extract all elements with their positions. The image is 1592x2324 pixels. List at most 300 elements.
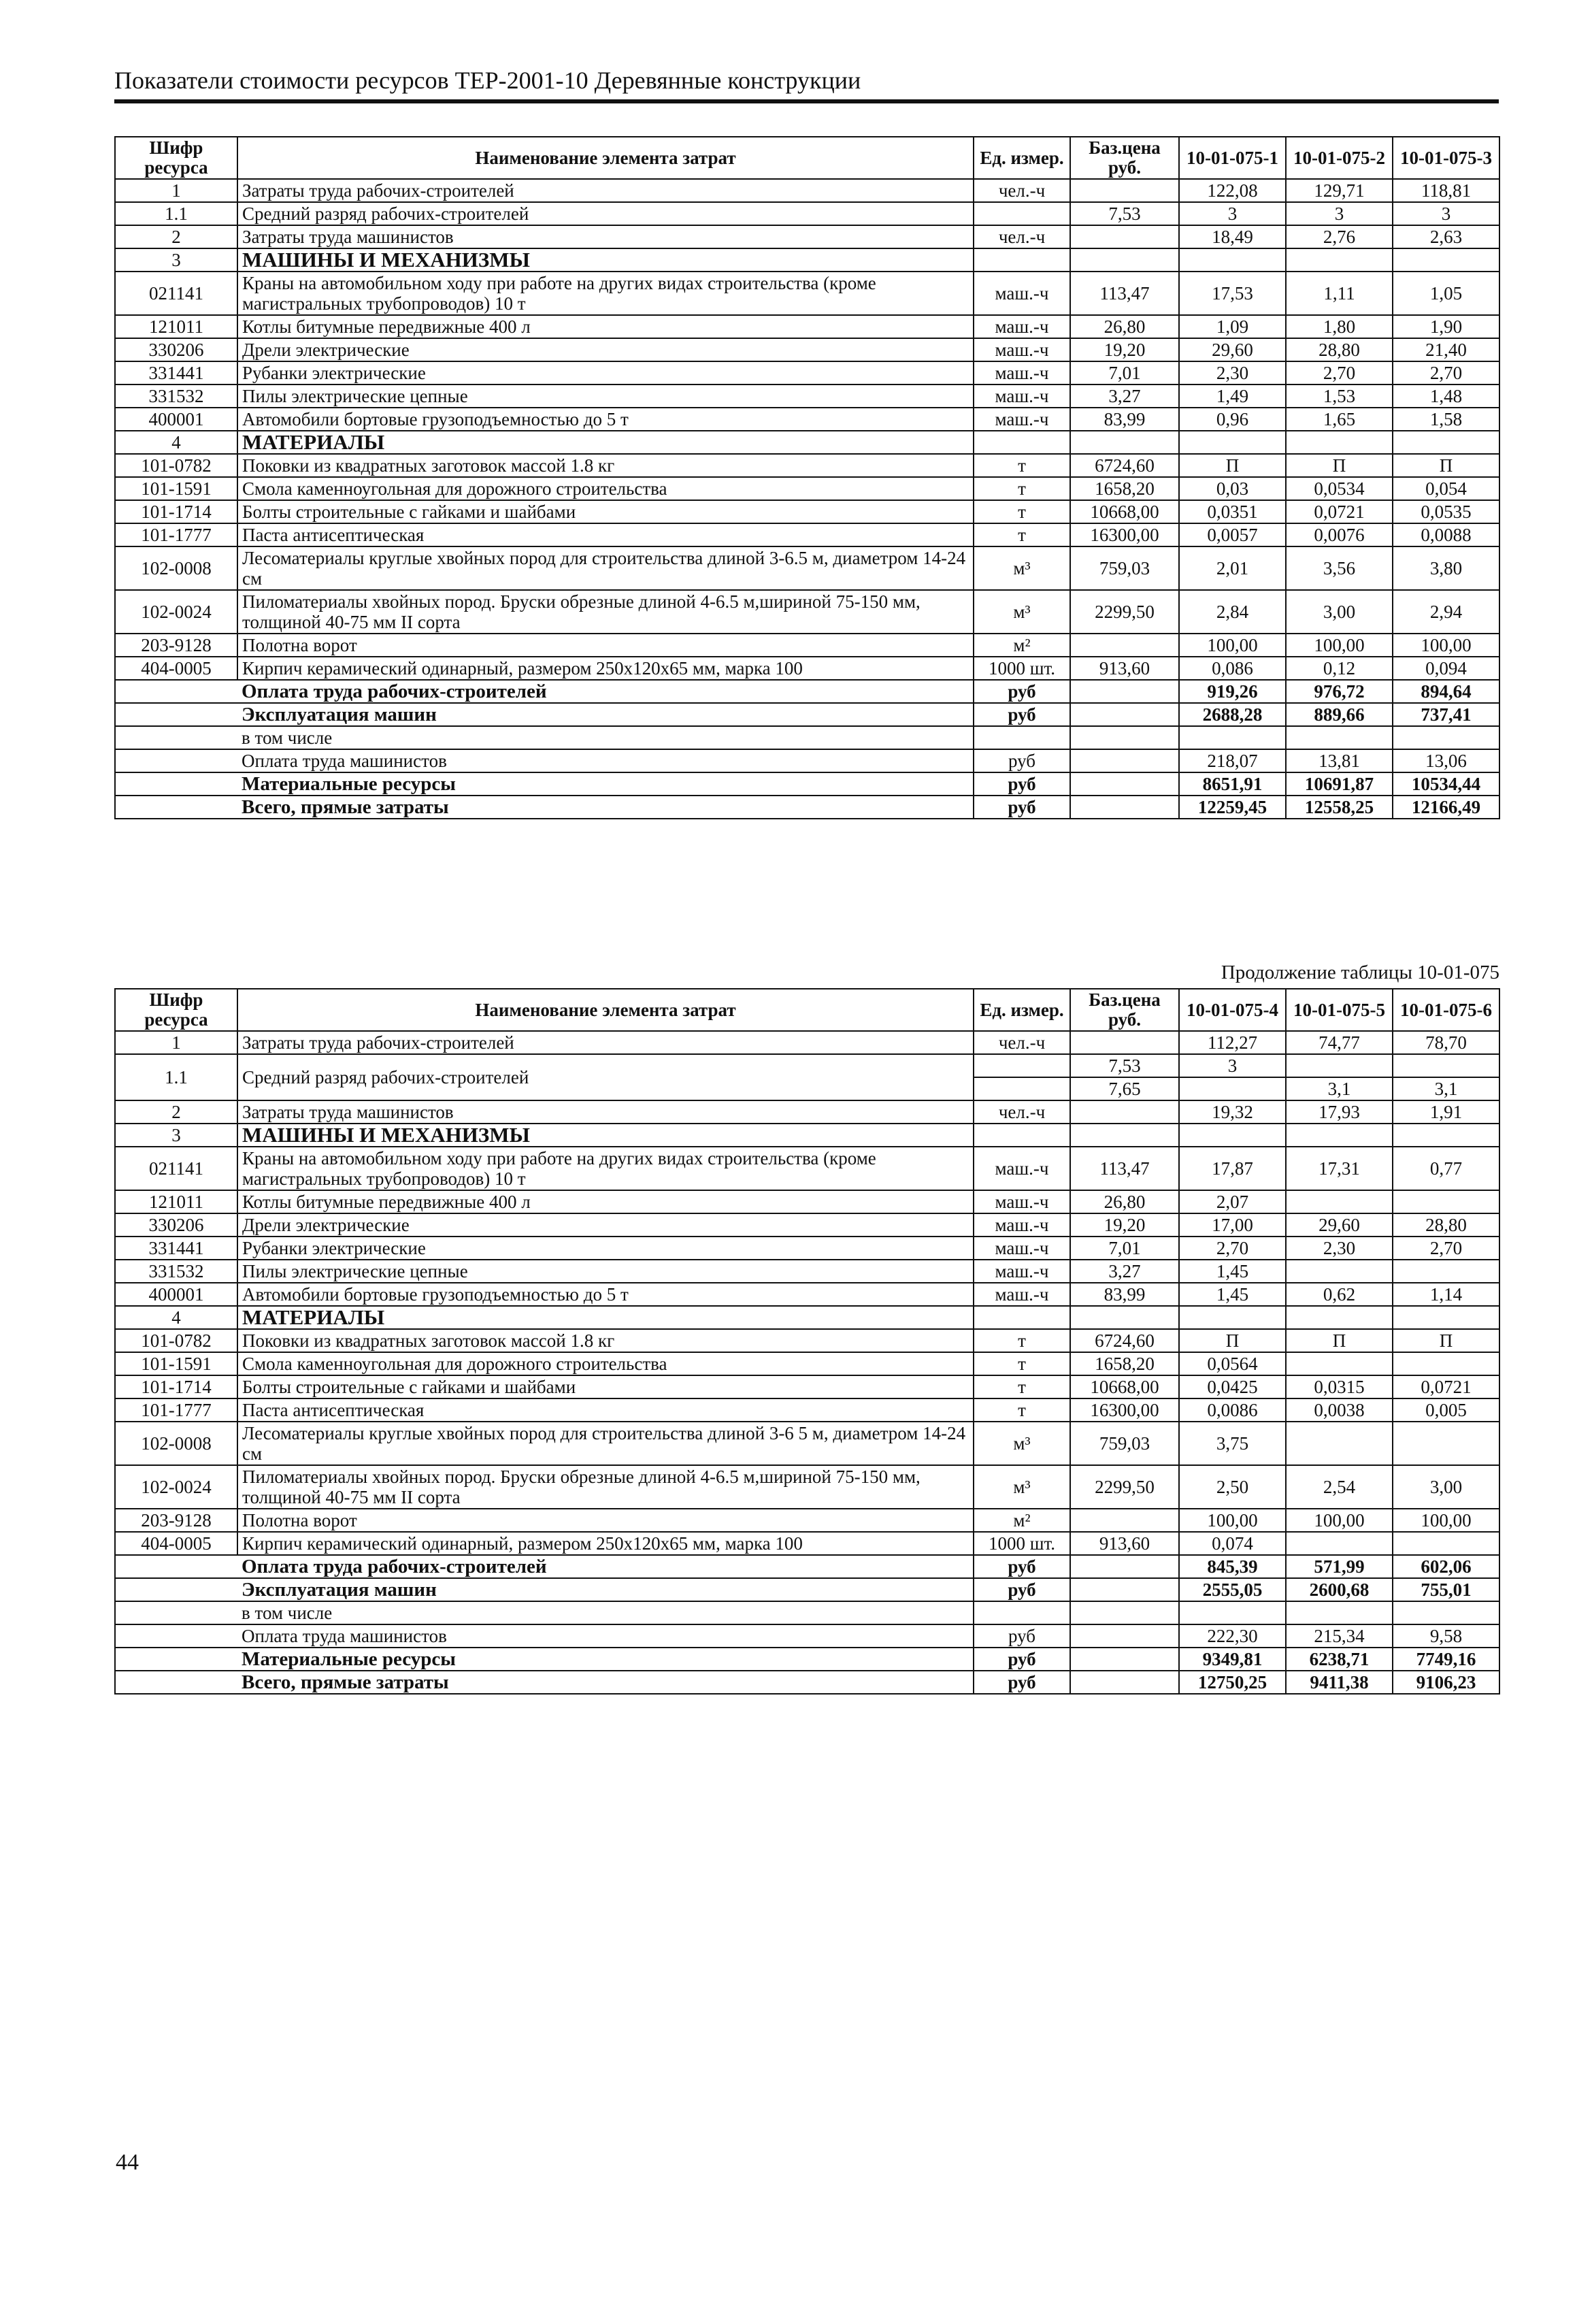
value-cell — [1286, 1601, 1393, 1624]
resource-name-cell: Котлы битумные передвижные 400 л — [237, 315, 974, 338]
value-cell: 1,05 — [1393, 272, 1499, 315]
value-cell: 21,40 — [1393, 338, 1499, 361]
resource-code-cell: 021141 — [115, 1147, 237, 1190]
value-cell: 218,07 — [1179, 749, 1286, 772]
resource-name-cell: Эксплуатация машин — [237, 1578, 974, 1601]
resource-cost-table-1 — [114, 136, 1500, 819]
base-price-cell: 16300,00 — [1070, 523, 1179, 546]
unit-cell: руб — [974, 680, 1070, 703]
resource-code-cell — [115, 1555, 237, 1578]
resource-code-cell: 404-0005 — [115, 657, 237, 680]
resource-code-cell — [115, 772, 237, 796]
value-cell: 78,70 — [1393, 1031, 1499, 1054]
resource-code-cell: 1.1 — [115, 1054, 237, 1100]
resource-name-cell: Поковки из квадратных заготовок массой 1.8 кг — [237, 1329, 974, 1352]
base-price-cell — [1070, 1509, 1179, 1532]
resource-code-cell — [115, 1624, 237, 1648]
resource-name-cell: Средний разряд рабочих-строителей — [237, 202, 974, 225]
base-price-cell: 7,65 — [1070, 1077, 1179, 1100]
value-cell: 2688,28 — [1179, 703, 1286, 726]
resource-code-cell: 101-0782 — [115, 454, 237, 477]
resource-name-cell: Оплата труда рабочих-строителей — [237, 680, 974, 703]
unit-cell: руб — [974, 772, 1070, 796]
table-row — [115, 590, 1499, 634]
unit-cell: т — [974, 477, 1070, 500]
column-header-v1: 10-01-075-1 — [1179, 137, 1286, 179]
resource-name-cell: Всего, прямые затраты — [237, 1671, 974, 1694]
unit-cell — [974, 1601, 1070, 1624]
resource-code-cell: 1 — [115, 1031, 237, 1054]
unit-cell: м² — [974, 1509, 1070, 1532]
resource-name-cell: Пилы электрические цепные — [237, 384, 974, 408]
resource-cost-table-2 — [114, 988, 1500, 1695]
value-cell: 3,75 — [1179, 1422, 1286, 1465]
unit-cell: 1000 шт. — [974, 657, 1070, 680]
value-cell — [1179, 1077, 1286, 1100]
value-cell: 2,54 — [1286, 1465, 1393, 1509]
unit-cell: т — [974, 1329, 1070, 1352]
value-cell: 74,77 — [1286, 1031, 1393, 1054]
value-cell: П — [1393, 454, 1499, 477]
resource-code-cell — [115, 1601, 237, 1624]
page-title: Показатели стоимости ресурсов ТЕР-2001-10 Деревянные конструкции — [114, 67, 861, 94]
base-price-cell: 3,27 — [1070, 1260, 1179, 1283]
table-row — [115, 1352, 1499, 1375]
resource-name-cell: Краны на автомобильном ходу при работе на других видах строительства (кроме магистральных трубопроводов) 10 т — [237, 272, 974, 315]
unit-cell: т — [974, 523, 1070, 546]
unit-cell: т — [974, 454, 1070, 477]
resource-name-cell: МАШИНЫ И МЕХАНИЗМЫ — [237, 248, 974, 272]
resource-name-cell: Краны на автомобильном ходу при работе на других видах строительства (кроме магистральных трубопроводов) 10 т — [237, 1147, 974, 1190]
value-cell — [1393, 1054, 1499, 1077]
unit-cell: маш.-ч — [974, 1190, 1070, 1213]
resource-name-cell: Пиломатериалы хвойных пород. Бруски обрезные длиной 4-6.5 м,шириной 75-150 мм, толщиной 40-75 мм II сорта — [237, 1465, 974, 1509]
value-cell: 0,0564 — [1179, 1352, 1286, 1375]
unit-cell: т — [974, 1375, 1070, 1398]
value-cell: 1,45 — [1179, 1260, 1286, 1283]
value-cell — [1179, 1306, 1286, 1329]
table-row — [115, 1147, 1499, 1190]
base-price-cell: 10668,00 — [1070, 500, 1179, 523]
unit-cell: маш.-ч — [974, 315, 1070, 338]
base-price-cell — [1070, 726, 1179, 749]
base-price-cell: 3,27 — [1070, 384, 1179, 408]
table-row — [115, 408, 1499, 431]
resource-code-cell — [115, 1648, 237, 1671]
column-header-price: Баз.цена руб. — [1070, 137, 1179, 179]
base-price-cell: 113,47 — [1070, 272, 1179, 315]
resource-code-cell: 101-1591 — [115, 1352, 237, 1375]
value-cell: 3,1 — [1393, 1077, 1499, 1100]
value-cell — [1286, 1306, 1393, 1329]
value-cell: 100,00 — [1179, 1509, 1286, 1532]
value-cell: 100,00 — [1179, 634, 1286, 657]
value-cell: 112,27 — [1179, 1031, 1286, 1054]
value-cell: 19,32 — [1179, 1100, 1286, 1124]
value-cell: 0,0076 — [1286, 523, 1393, 546]
resource-name-cell: Материальные ресурсы — [237, 772, 974, 796]
table-row — [115, 546, 1499, 590]
resource-name-cell: Оплата труда рабочих-строителей — [237, 1555, 974, 1578]
resource-name-cell: Автомобили бортовые грузоподъемностью до 5 т — [237, 408, 974, 431]
base-price-cell: 83,99 — [1070, 1283, 1179, 1306]
resource-name-cell: Рубанки электрические — [237, 1237, 974, 1260]
base-price-cell: 913,60 — [1070, 657, 1179, 680]
resource-name-cell: Эксплуатация машин — [237, 703, 974, 726]
unit-cell — [974, 1077, 1070, 1100]
resource-code-cell: 2 — [115, 1100, 237, 1124]
value-cell: 0,0088 — [1393, 523, 1499, 546]
value-cell: 0,0425 — [1179, 1375, 1286, 1398]
value-cell: 2,94 — [1393, 590, 1499, 634]
unit-cell: руб — [974, 1671, 1070, 1694]
value-cell: 2,30 — [1179, 361, 1286, 384]
value-cell: 7749,16 — [1393, 1648, 1499, 1671]
resource-code-cell: 121011 — [115, 315, 237, 338]
resource-name-cell: в том числе — [237, 1601, 974, 1624]
column-header-code: Шифр ресурса — [115, 137, 237, 179]
section-row — [115, 1124, 1499, 1147]
value-cell: 3,56 — [1286, 546, 1393, 590]
value-cell: 1,48 — [1393, 384, 1499, 408]
resource-code-cell: 331441 — [115, 1237, 237, 1260]
table-row — [115, 1329, 1499, 1352]
unit-cell: т — [974, 1352, 1070, 1375]
table-row — [115, 1100, 1499, 1124]
resource-name-cell: Затраты труда рабочих-строителей — [237, 179, 974, 202]
value-cell: 12166,49 — [1393, 796, 1499, 819]
value-cell: 2,50 — [1179, 1465, 1286, 1509]
value-cell: 919,26 — [1179, 680, 1286, 703]
summary-row — [115, 1624, 1499, 1648]
value-cell: 1,58 — [1393, 408, 1499, 431]
base-price-cell — [1070, 680, 1179, 703]
resource-code-cell — [115, 1578, 237, 1601]
value-cell: 12750,25 — [1179, 1671, 1286, 1694]
value-cell: 222,30 — [1179, 1624, 1286, 1648]
resource-name-cell: МАТЕРИАЛЫ — [237, 1306, 974, 1329]
resource-code-cell: 203-9128 — [115, 1509, 237, 1532]
base-price-cell: 913,60 — [1070, 1532, 1179, 1555]
value-cell: 1,11 — [1286, 272, 1393, 315]
value-cell: П — [1286, 454, 1393, 477]
value-cell: 602,06 — [1393, 1555, 1499, 1578]
unit-cell — [974, 1306, 1070, 1329]
base-price-cell — [1070, 1555, 1179, 1578]
value-cell: 2,84 — [1179, 590, 1286, 634]
resource-name-cell: Оплата труда машинистов — [237, 1624, 974, 1648]
value-cell: 100,00 — [1393, 1509, 1499, 1532]
resource-code-cell: 330206 — [115, 338, 237, 361]
value-cell: 9411,38 — [1286, 1671, 1393, 1694]
table-row — [115, 225, 1499, 248]
base-price-cell: 7,53 — [1070, 1054, 1179, 1077]
resource-name-cell: Пилы электрические цепные — [237, 1260, 974, 1283]
table-row — [115, 1422, 1499, 1465]
resource-name-cell: Смола каменноугольная для дорожного строительства — [237, 1352, 974, 1375]
resource-code-cell: 400001 — [115, 408, 237, 431]
value-cell: 3 — [1393, 202, 1499, 225]
resource-code-cell: 331532 — [115, 1260, 237, 1283]
resource-name-cell: Смола каменноугольная для дорожного строительства — [237, 477, 974, 500]
summary-row — [115, 680, 1499, 703]
value-cell — [1286, 1190, 1393, 1213]
value-cell: 0,0535 — [1393, 500, 1499, 523]
value-cell: 29,60 — [1286, 1213, 1393, 1237]
table-row — [115, 477, 1499, 500]
value-cell: 0,12 — [1286, 657, 1393, 680]
value-cell: 215,34 — [1286, 1624, 1393, 1648]
value-cell: 9106,23 — [1393, 1671, 1499, 1694]
summary-row — [115, 772, 1499, 796]
value-cell: 0,0057 — [1179, 523, 1286, 546]
table-row — [115, 1509, 1499, 1532]
resource-name-cell: Поковки из квадратных заготовок массой 1.8 кг — [237, 454, 974, 477]
resource-name-cell: Затраты труда машинистов — [237, 225, 974, 248]
column-header-code: Шифр ресурса — [115, 989, 237, 1031]
value-cell: 12558,25 — [1286, 796, 1393, 819]
value-cell: 3,00 — [1393, 1465, 1499, 1509]
value-cell: 29,60 — [1179, 338, 1286, 361]
value-cell: 17,93 — [1286, 1100, 1393, 1124]
page-number: 44 — [116, 2150, 139, 2175]
value-cell: 0,0315 — [1286, 1375, 1393, 1398]
value-cell — [1393, 1352, 1499, 1375]
base-price-cell: 10668,00 — [1070, 1375, 1179, 1398]
value-cell — [1179, 431, 1286, 454]
table-row — [115, 179, 1499, 202]
base-price-cell: 2299,50 — [1070, 590, 1179, 634]
column-header-price: Баз.цена руб. — [1070, 989, 1179, 1031]
resource-name-cell: Кирпич керамический одинарный, размером 250х120х65 мм, марка 100 — [237, 657, 974, 680]
value-cell — [1393, 248, 1499, 272]
resource-name-cell: Оплата труда машинистов — [237, 749, 974, 772]
value-cell — [1286, 1260, 1393, 1283]
base-price-cell: 7,53 — [1070, 202, 1179, 225]
value-cell: 8651,91 — [1179, 772, 1286, 796]
resource-name-cell: в том числе — [237, 726, 974, 749]
resource-code-cell: 102-0024 — [115, 1465, 237, 1509]
base-price-cell — [1070, 1648, 1179, 1671]
unit-cell — [974, 1054, 1070, 1077]
table-row — [115, 361, 1499, 384]
base-price-cell — [1070, 1671, 1179, 1694]
value-cell — [1286, 726, 1393, 749]
resource-code-cell: 121011 — [115, 1190, 237, 1213]
unit-cell: маш.-ч — [974, 1260, 1070, 1283]
resource-code-cell: 330206 — [115, 1213, 237, 1237]
resource-name-cell: Болты строительные с гайками и шайбами — [237, 500, 974, 523]
table-row — [115, 523, 1499, 546]
value-cell — [1393, 1306, 1499, 1329]
value-cell: 129,71 — [1286, 179, 1393, 202]
base-price-cell — [1070, 1124, 1179, 1147]
column-header-name: Наименование элемента затрат — [237, 137, 974, 179]
summary-row — [115, 796, 1499, 819]
base-price-cell: 759,03 — [1070, 546, 1179, 590]
resource-code-cell: 4 — [115, 1306, 237, 1329]
resource-name-cell: МАШИНЫ И МЕХАНИЗМЫ — [237, 1124, 974, 1147]
value-cell: П — [1179, 454, 1286, 477]
value-cell: 0,0721 — [1393, 1375, 1499, 1398]
resource-name-cell: Лесоматериалы круглые хвойных пород для строительства длиной 3-6.5 м, диаметром 14-24 см — [237, 546, 974, 590]
table-row — [115, 454, 1499, 477]
value-cell — [1393, 726, 1499, 749]
unit-cell: руб — [974, 1555, 1070, 1578]
value-cell: 13,06 — [1393, 749, 1499, 772]
unit-cell: т — [974, 500, 1070, 523]
unit-cell: чел.-ч — [974, 179, 1070, 202]
value-cell: 0,03 — [1179, 477, 1286, 500]
table-body — [115, 179, 1499, 819]
unit-cell: маш.-ч — [974, 361, 1070, 384]
column-header-unit: Ед. измер. — [974, 989, 1070, 1031]
value-cell: 0,96 — [1179, 408, 1286, 431]
base-price-cell: 1658,20 — [1070, 477, 1179, 500]
value-cell: 1,09 — [1179, 315, 1286, 338]
base-price-cell — [1070, 248, 1179, 272]
value-cell: 100,00 — [1286, 1509, 1393, 1532]
resource-code-cell — [115, 749, 237, 772]
summary-row — [115, 726, 1499, 749]
resource-code-cell — [115, 703, 237, 726]
value-cell — [1179, 726, 1286, 749]
resource-name-cell: МАТЕРИАЛЫ — [237, 431, 974, 454]
value-cell: П — [1393, 1329, 1499, 1352]
value-cell: 9,58 — [1393, 1624, 1499, 1648]
base-price-cell: 2299,50 — [1070, 1465, 1179, 1509]
table-row — [115, 338, 1499, 361]
unit-cell: руб — [974, 703, 1070, 726]
resource-code-cell: 101-0782 — [115, 1329, 237, 1352]
summary-row — [115, 1648, 1499, 1671]
table-row — [115, 657, 1499, 680]
value-cell: 13,81 — [1286, 749, 1393, 772]
resource-name-cell: Котлы битумные передвижные 400 л — [237, 1190, 974, 1213]
unit-cell — [974, 431, 1070, 454]
value-cell: 2555,05 — [1179, 1578, 1286, 1601]
column-header-v2: 10-01-075-2 — [1286, 137, 1393, 179]
base-price-cell — [1070, 772, 1179, 796]
value-cell: 2600,68 — [1286, 1578, 1393, 1601]
section-row — [115, 248, 1499, 272]
table-row — [115, 272, 1499, 315]
value-cell: 17,87 — [1179, 1147, 1286, 1190]
column-header-unit: Ед. измер. — [974, 137, 1070, 179]
table-row — [115, 1237, 1499, 1260]
resource-name-cell: Средний разряд рабочих-строителей — [237, 1054, 974, 1100]
resource-code-cell: 2 — [115, 225, 237, 248]
resource-code-cell: 1 — [115, 179, 237, 202]
table-row — [115, 1031, 1499, 1054]
base-price-cell — [1070, 179, 1179, 202]
value-cell: 3,1 — [1286, 1077, 1393, 1100]
value-cell: 3,80 — [1393, 546, 1499, 590]
resource-name-cell: Материальные ресурсы — [237, 1648, 974, 1671]
unit-cell: руб — [974, 1578, 1070, 1601]
unit-cell: руб — [974, 1624, 1070, 1648]
unit-cell — [974, 202, 1070, 225]
value-cell: 18,49 — [1179, 225, 1286, 248]
value-cell: 2,76 — [1286, 225, 1393, 248]
value-cell: 0,074 — [1179, 1532, 1286, 1555]
resource-code-cell: 4 — [115, 431, 237, 454]
resource-code-cell — [115, 726, 237, 749]
unit-cell — [974, 1124, 1070, 1147]
value-cell — [1393, 1422, 1499, 1465]
resource-code-cell: 1.1 — [115, 202, 237, 225]
unit-cell: чел.-ч — [974, 1031, 1070, 1054]
value-cell: 118,81 — [1393, 179, 1499, 202]
unit-cell: м³ — [974, 546, 1070, 590]
value-cell: П — [1179, 1329, 1286, 1352]
summary-row — [115, 749, 1499, 772]
value-cell: 1,53 — [1286, 384, 1393, 408]
value-cell: 889,66 — [1286, 703, 1393, 726]
unit-cell — [974, 248, 1070, 272]
summary-row — [115, 1555, 1499, 1578]
value-cell — [1179, 1601, 1286, 1624]
table-row — [115, 1375, 1499, 1398]
base-price-cell: 1658,20 — [1070, 1352, 1179, 1375]
value-cell — [1286, 248, 1393, 272]
resource-name-cell: Лесоматериалы круглые хвойных пород для строительства длиной 3-6 5 м, диаметром 14-24 см — [237, 1422, 974, 1465]
value-cell: П — [1286, 1329, 1393, 1352]
value-cell: 100,00 — [1286, 634, 1393, 657]
value-cell: 976,72 — [1286, 680, 1393, 703]
resource-name-cell: Паста антисептическая — [237, 523, 974, 546]
base-price-cell — [1070, 634, 1179, 657]
base-price-cell: 19,20 — [1070, 338, 1179, 361]
resource-name-cell: Кирпич керамический одинарный, размером 250х120х65 мм, марка 100 — [237, 1532, 974, 1555]
value-cell: 10534,44 — [1393, 772, 1499, 796]
value-cell: 3,00 — [1286, 590, 1393, 634]
resource-code-cell: 3 — [115, 248, 237, 272]
value-cell: 3 — [1179, 202, 1286, 225]
column-header-v3: 10-01-075-3 — [1393, 137, 1499, 179]
summary-row — [115, 1601, 1499, 1624]
value-cell: 17,53 — [1179, 272, 1286, 315]
value-cell: 0,094 — [1393, 657, 1499, 680]
value-cell: 0,0721 — [1286, 500, 1393, 523]
unit-cell: маш.-ч — [974, 1147, 1070, 1190]
resource-code-cell: 101-1714 — [115, 1375, 237, 1398]
column-header-v3: 10-01-075-6 — [1393, 989, 1499, 1031]
continuation-note: Продолжение таблицы 10-01-075 — [1221, 962, 1499, 983]
value-cell: 1,90 — [1393, 315, 1499, 338]
resource-name-cell: Затраты труда машинистов — [237, 1100, 974, 1124]
value-cell: 2,70 — [1286, 361, 1393, 384]
table-row — [115, 1465, 1499, 1509]
base-price-cell: 7,01 — [1070, 1237, 1179, 1260]
value-cell — [1286, 1532, 1393, 1555]
value-cell: 2,70 — [1179, 1237, 1286, 1260]
resource-code-cell — [115, 796, 237, 819]
base-price-cell: 83,99 — [1070, 408, 1179, 431]
table-row — [115, 384, 1499, 408]
table-row — [115, 1283, 1499, 1306]
table-row — [115, 1054, 1499, 1077]
base-price-cell: 113,47 — [1070, 1147, 1179, 1190]
resource-code-cell: 101-1777 — [115, 523, 237, 546]
base-price-cell: 16300,00 — [1070, 1398, 1179, 1422]
unit-cell: м³ — [974, 1422, 1070, 1465]
value-cell: 2,01 — [1179, 546, 1286, 590]
table-row — [115, 1260, 1499, 1283]
value-cell: 28,80 — [1393, 1213, 1499, 1237]
value-cell — [1286, 431, 1393, 454]
value-cell — [1286, 1352, 1393, 1375]
